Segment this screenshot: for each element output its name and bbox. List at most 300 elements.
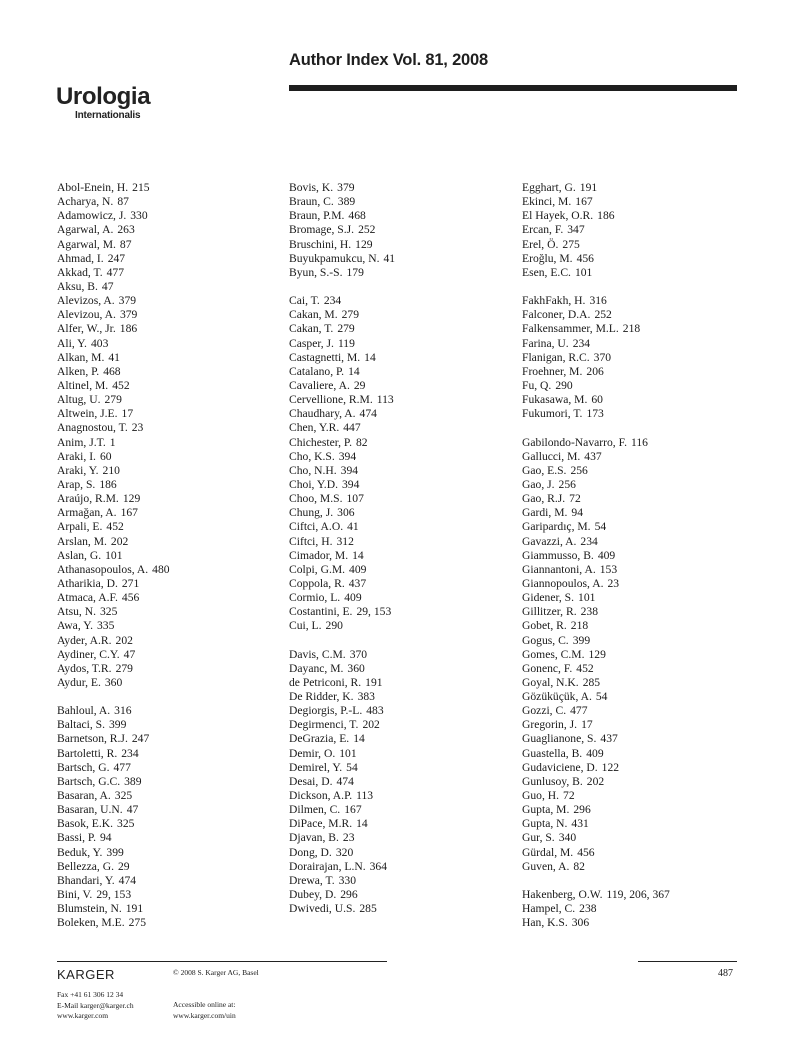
author-entry xyxy=(522,902,670,916)
page-references: 101 xyxy=(339,746,357,760)
author-name: Blumstein, N. xyxy=(57,902,122,916)
author-entry xyxy=(57,520,170,534)
author-entry xyxy=(57,464,170,478)
author-name: Ayder, A.R. xyxy=(57,633,112,647)
author-name: Gürdal, M. xyxy=(522,845,574,859)
author-name: Bahloul, A. xyxy=(57,704,111,718)
author-name: Cho, N.H. xyxy=(289,463,337,477)
page-references: 379 xyxy=(119,308,138,322)
author-name: Araki, Y. xyxy=(57,463,99,477)
page-references: 94 xyxy=(571,506,583,520)
author-entry xyxy=(289,294,395,308)
author-entry xyxy=(522,266,670,280)
author-entry xyxy=(289,195,395,209)
author-name: Fukumori, T. xyxy=(522,407,583,421)
author-entry xyxy=(289,478,395,492)
letter-group-gap xyxy=(289,634,395,648)
author-entry xyxy=(57,379,170,393)
author-name: Agarwal, M. xyxy=(57,237,116,251)
page-references: 474 xyxy=(359,407,377,421)
author-name: Baltaci, S. xyxy=(57,718,105,732)
page-references: 14 xyxy=(364,350,376,364)
page-references: 87 xyxy=(117,195,129,209)
page-references: 17 xyxy=(121,407,134,421)
author-name: Byun, S.-S. xyxy=(289,265,343,279)
author-name: Choo, M.S. xyxy=(289,492,343,506)
fax-number: Fax +41 61 306 12 34 xyxy=(57,990,124,999)
author-name: Farina, U. xyxy=(522,336,569,350)
page-references: 107 xyxy=(346,492,364,506)
page-references: 153 xyxy=(599,562,618,576)
author-name: Bellezza, G. xyxy=(57,859,114,873)
author-name: Armağan, A. xyxy=(57,506,117,520)
author-name: Gözüküçük, A. xyxy=(522,690,592,704)
author-entry xyxy=(522,732,670,746)
page-references: 330 xyxy=(130,209,148,223)
page-references: 399 xyxy=(106,845,124,859)
page-references: 389 xyxy=(124,774,142,788)
author-entry xyxy=(57,365,170,379)
author-name: Aydos, T.R. xyxy=(57,661,112,675)
page-references: 279 xyxy=(115,661,133,675)
index-column-3 xyxy=(522,181,670,930)
page-references: 285 xyxy=(582,675,601,689)
page-references: 330 xyxy=(338,873,356,887)
author-name: Alfer, W., Jr. xyxy=(57,322,116,336)
page-references: 14 xyxy=(348,364,360,378)
author-entry xyxy=(57,337,170,351)
author-name: Bruschini, H. xyxy=(289,237,352,251)
author-name: Aksu, B. xyxy=(57,279,98,293)
page-references: 1 xyxy=(109,435,116,449)
author-name: Cimador, M. xyxy=(289,548,349,562)
author-name: Bini, V. xyxy=(57,888,93,902)
page-number: 487 xyxy=(718,968,733,979)
author-name: Bassi, P. xyxy=(57,831,96,845)
page-references: 474 xyxy=(336,774,354,788)
page-references: 167 xyxy=(344,803,362,817)
author-entry xyxy=(522,648,670,662)
page-references: 101 xyxy=(574,265,593,279)
page-references: 252 xyxy=(358,223,376,237)
author-name: Gunlusoy, B. xyxy=(522,774,583,788)
page-references: 113 xyxy=(356,789,374,803)
author-name: Demirel, Y. xyxy=(289,760,343,774)
author-entry xyxy=(57,662,170,676)
page-references: 325 xyxy=(114,789,133,803)
page-references: 370 xyxy=(349,647,368,661)
author-entry xyxy=(522,831,670,845)
author-name: De Ridder, K. xyxy=(289,690,354,704)
page-references: 167 xyxy=(120,506,138,520)
author-entry xyxy=(289,888,395,902)
author-name: Gudaviciene, D. xyxy=(522,760,598,774)
page-references: 483 xyxy=(366,704,384,718)
author-entry xyxy=(522,379,670,393)
page-references: 256 xyxy=(558,477,576,491)
author-name: DiPace, M.R. xyxy=(289,817,353,831)
page-references: 325 xyxy=(117,817,135,831)
page-references: 285 xyxy=(359,902,377,916)
author-name: Castagnetti, M. xyxy=(289,350,361,364)
page-references: 206 xyxy=(586,364,604,378)
author-name: Choi, Y.D. xyxy=(289,477,338,491)
author-name: Gozzi, C. xyxy=(522,704,567,718)
author-name: Gogus, C. xyxy=(522,633,569,647)
letter-group-gap xyxy=(289,280,395,294)
author-name: Atharikia, D. xyxy=(57,576,118,590)
author-name: Dilmen, C. xyxy=(289,803,341,817)
author-entry xyxy=(289,761,395,775)
author-name: Eroğlu, M. xyxy=(522,251,573,265)
page-references: 82 xyxy=(573,859,585,873)
page-references: 316 xyxy=(589,294,607,308)
page-references: 296 xyxy=(573,803,591,817)
page-references: 14 xyxy=(356,817,368,831)
letter-group-gap xyxy=(57,690,170,704)
author-name: El Hayek, O.R. xyxy=(522,209,594,223)
author-entry xyxy=(57,732,170,746)
author-entry xyxy=(522,464,670,478)
author-entry xyxy=(57,888,170,902)
author-entry xyxy=(57,718,170,732)
author-entry xyxy=(289,379,395,393)
letter-group-gap xyxy=(522,874,670,888)
author-entry xyxy=(289,662,395,676)
author-entry xyxy=(289,436,395,450)
author-entry xyxy=(522,619,670,633)
page-references: 113 xyxy=(376,393,394,407)
author-entry xyxy=(57,860,170,874)
author-name: Dayanc, M. xyxy=(289,661,344,675)
author-entry xyxy=(289,577,395,591)
page-references: 389 xyxy=(337,195,356,209)
author-entry xyxy=(57,831,170,845)
author-entry xyxy=(289,308,395,322)
page-references: 271 xyxy=(121,576,140,590)
author-name: Chichester, P. xyxy=(289,435,352,449)
author-entry xyxy=(57,351,170,365)
author-entry xyxy=(57,407,170,421)
author-name: Atsu, N. xyxy=(57,605,96,619)
page-references: 452 xyxy=(112,378,130,392)
author-entry xyxy=(57,846,170,860)
author-name: Araki, I. xyxy=(57,449,96,463)
page-references: 379 xyxy=(337,181,355,194)
author-entry xyxy=(289,563,395,577)
author-entry xyxy=(289,450,395,464)
author-name: Gavazzi, A. xyxy=(522,534,577,548)
author-entry xyxy=(57,916,170,930)
author-entry xyxy=(522,252,670,266)
author-name: Gregorin, J. xyxy=(522,718,578,732)
page-references: 29 xyxy=(117,859,130,873)
page-references: 129 xyxy=(588,647,606,661)
author-entry xyxy=(57,266,170,280)
author-name: Djavan, B. xyxy=(289,831,339,845)
page-references: 202 xyxy=(586,774,605,788)
author-entry xyxy=(57,322,170,336)
author-name: Coppola, R. xyxy=(289,576,345,590)
page-references: 82 xyxy=(355,435,368,449)
author-name: Anagnostou, T. xyxy=(57,421,128,435)
author-name: Altwein, J.E. xyxy=(57,407,118,421)
author-entry xyxy=(289,902,395,916)
author-entry xyxy=(289,337,395,351)
footer-rule-right xyxy=(638,961,737,962)
page-references: 306 xyxy=(337,506,355,520)
page-references: 14 xyxy=(352,548,364,562)
page-references: 173 xyxy=(586,407,604,421)
author-name: Altug, U. xyxy=(57,393,101,407)
author-name: Alevizou, A. xyxy=(57,308,116,322)
author-name: Cui, L. xyxy=(289,619,322,633)
author-entry xyxy=(522,195,670,209)
author-entry xyxy=(522,846,670,860)
author-entry xyxy=(57,789,170,803)
author-entry xyxy=(289,181,395,195)
author-name: Arslan, M. xyxy=(57,534,107,548)
page-references: 54 xyxy=(595,690,608,704)
page-references: 409 xyxy=(597,548,616,562)
author-entry xyxy=(289,789,395,803)
author-entry xyxy=(522,322,670,336)
page-references: 23 xyxy=(607,576,620,590)
author-name: Gupta, M. xyxy=(522,803,570,817)
page-references: 186 xyxy=(597,209,615,223)
author-entry xyxy=(522,747,670,761)
page-references: 296 xyxy=(340,888,358,902)
page-references: 394 xyxy=(340,463,359,477)
author-entry xyxy=(522,520,670,534)
author-entry xyxy=(57,195,170,209)
online-access xyxy=(173,1000,236,1021)
author-entry xyxy=(522,577,670,591)
page-references: 60 xyxy=(99,449,112,463)
author-name: Hakenberg, O.W. xyxy=(522,888,603,902)
page-references: 191 xyxy=(365,675,383,689)
author-entry xyxy=(522,916,670,930)
author-entry xyxy=(57,492,170,506)
page-references: 234 xyxy=(572,336,591,350)
author-entry xyxy=(57,181,170,195)
author-name: Falconer, D.A. xyxy=(522,308,591,322)
author-name: Cakan, T. xyxy=(289,322,334,336)
author-entry xyxy=(289,803,395,817)
author-name: Davis, C.M. xyxy=(289,647,346,661)
page-references: 279 xyxy=(104,393,122,407)
author-name: Dorairajan, L.N. xyxy=(289,859,366,873)
page-references: 23 xyxy=(342,831,355,845)
page-references: 383 xyxy=(357,690,375,704)
page-references: 186 xyxy=(99,477,117,491)
author-entry xyxy=(522,535,670,549)
author-entry xyxy=(57,563,170,577)
author-name: Athanasopoulos, A. xyxy=(57,562,149,576)
page-references: 468 xyxy=(103,364,121,378)
index-column-1 xyxy=(57,181,170,930)
author-name: Catalano, P. xyxy=(289,364,345,378)
page-references: 101 xyxy=(578,591,596,605)
page-references: 477 xyxy=(113,760,131,774)
author-name: Guaglianone, S. xyxy=(522,732,597,746)
author-entry xyxy=(289,365,395,379)
page-references: 129 xyxy=(355,237,373,251)
page-references: 437 xyxy=(600,732,618,746)
page-references: 360 xyxy=(104,675,123,689)
author-entry xyxy=(57,478,170,492)
author-name: Bovis, K. xyxy=(289,181,334,194)
page-references: 41 xyxy=(347,520,359,534)
author-entry xyxy=(289,464,395,478)
page-references: 202 xyxy=(362,718,380,732)
author-name: Agarwal, A. xyxy=(57,223,114,237)
author-entry xyxy=(289,831,395,845)
author-entry xyxy=(522,718,670,732)
page-references: 116 xyxy=(631,435,648,449)
journal-name: Urologia xyxy=(56,83,151,110)
author-entry xyxy=(57,506,170,520)
author-entry xyxy=(289,223,395,237)
author-name: Ali, Y. xyxy=(57,336,87,350)
index-column-2 xyxy=(289,181,395,916)
author-entry xyxy=(57,238,170,252)
author-entry xyxy=(57,704,170,718)
page-references: 263 xyxy=(117,223,135,237)
author-name: Giammusso, B. xyxy=(522,548,594,562)
author-entry xyxy=(522,634,670,648)
page-references: 234 xyxy=(121,746,139,760)
author-entry xyxy=(289,393,395,407)
page-references: 238 xyxy=(580,605,598,619)
author-name: Giannantoni, A. xyxy=(522,562,596,576)
page-references: 47 xyxy=(123,647,136,661)
publisher-website: www.karger.com xyxy=(57,1011,109,1020)
author-entry xyxy=(522,407,670,421)
author-name: Gallucci, M. xyxy=(522,449,581,463)
author-name: Goyal, N.K. xyxy=(522,675,579,689)
page-references: 234 xyxy=(323,294,342,308)
page-references: 403 xyxy=(90,336,109,350)
page-references: 29, 153 xyxy=(96,888,132,902)
author-name: Erel, Ö. xyxy=(522,237,559,251)
author-name: Araújo, R.M. xyxy=(57,492,119,506)
page-references: 202 xyxy=(115,633,133,647)
author-entry xyxy=(57,676,170,690)
author-entry xyxy=(289,266,395,280)
page-references: 347 xyxy=(567,223,585,237)
author-name: Basaran, A. xyxy=(57,789,111,803)
author-name: Dwivedi, U.S. xyxy=(289,902,356,916)
author-entry xyxy=(522,662,670,676)
author-entry xyxy=(57,874,170,888)
page-references: 394 xyxy=(338,449,357,463)
page-references: 312 xyxy=(336,534,354,548)
journal-subname: Internationalis xyxy=(75,110,141,121)
author-name: Falkensammer, M.L. xyxy=(522,322,619,336)
page-references: 234 xyxy=(580,534,598,548)
page-references: 279 xyxy=(341,308,360,322)
author-name: Aydiner, C.Y. xyxy=(57,647,120,661)
author-name: Gabilondo-Navarro, F. xyxy=(522,435,627,449)
page-references: 72 xyxy=(563,789,575,803)
author-entry xyxy=(522,181,670,195)
author-entry xyxy=(522,563,670,577)
author-entry xyxy=(57,634,170,648)
page-references: 480 xyxy=(152,562,170,576)
page-references: 129 xyxy=(122,492,141,506)
author-entry xyxy=(57,775,170,789)
author-entry xyxy=(289,648,395,662)
author-entry xyxy=(289,846,395,860)
author-name: Dubey, D. xyxy=(289,888,337,902)
author-entry xyxy=(522,888,670,902)
page-references: 87 xyxy=(119,237,132,251)
author-name: de Petriconi, R. xyxy=(289,675,362,689)
author-entry xyxy=(289,421,395,435)
author-name: Gardi, M. xyxy=(522,506,568,520)
author-entry xyxy=(57,393,170,407)
page-references: 320 xyxy=(335,845,354,859)
author-entry xyxy=(289,605,395,619)
page-references: 54 xyxy=(594,520,607,534)
author-name: Esen, E.C. xyxy=(522,265,571,279)
author-name: Atmaca, A.F. xyxy=(57,591,118,605)
author-name: Chung, J. xyxy=(289,506,334,520)
author-name: Bartsch, G. xyxy=(57,760,110,774)
author-entry xyxy=(522,704,670,718)
author-name: Hampel, C. xyxy=(522,902,576,916)
author-name: Arap, S. xyxy=(57,477,96,491)
author-name: Gao, J. xyxy=(522,477,555,491)
page-references: 47 xyxy=(101,279,114,293)
page-references: 179 xyxy=(346,265,364,279)
author-entry xyxy=(522,238,670,252)
author-entry xyxy=(57,902,170,916)
author-entry xyxy=(522,676,670,690)
page-references: 41 xyxy=(383,251,396,265)
footer-rule-left xyxy=(57,961,387,962)
author-name: Ciftci, A.O. xyxy=(289,520,344,534)
author-entry xyxy=(522,775,670,789)
page-references: 409 xyxy=(344,591,362,605)
author-name: Gillitzer, R. xyxy=(522,605,577,619)
author-name: Gur, S. xyxy=(522,831,555,845)
page-references: 290 xyxy=(555,378,573,392)
author-entry xyxy=(522,803,670,817)
author-name: Dong, D. xyxy=(289,845,332,859)
author-entry xyxy=(522,308,670,322)
page-references: 379 xyxy=(118,294,137,308)
author-entry xyxy=(289,747,395,761)
author-name: Gomes, C.M. xyxy=(522,647,585,661)
author-entry xyxy=(57,619,170,633)
page-references: 477 xyxy=(570,704,588,718)
author-entry xyxy=(522,351,670,365)
author-name: Costantini, E. xyxy=(289,605,353,619)
author-entry xyxy=(57,223,170,237)
author-name: Flanigan, R.C. xyxy=(522,350,590,364)
page-references: 186 xyxy=(119,322,138,336)
page-references: 335 xyxy=(96,619,115,633)
author-name: Awa, Y. xyxy=(57,619,93,633)
page-references: 218 xyxy=(570,619,589,633)
page-references: 72 xyxy=(569,492,581,506)
author-entry xyxy=(289,407,395,421)
publisher-logo: KARGER xyxy=(57,967,115,982)
author-name: Chen, Y.R. xyxy=(289,421,340,435)
author-entry xyxy=(289,676,395,690)
